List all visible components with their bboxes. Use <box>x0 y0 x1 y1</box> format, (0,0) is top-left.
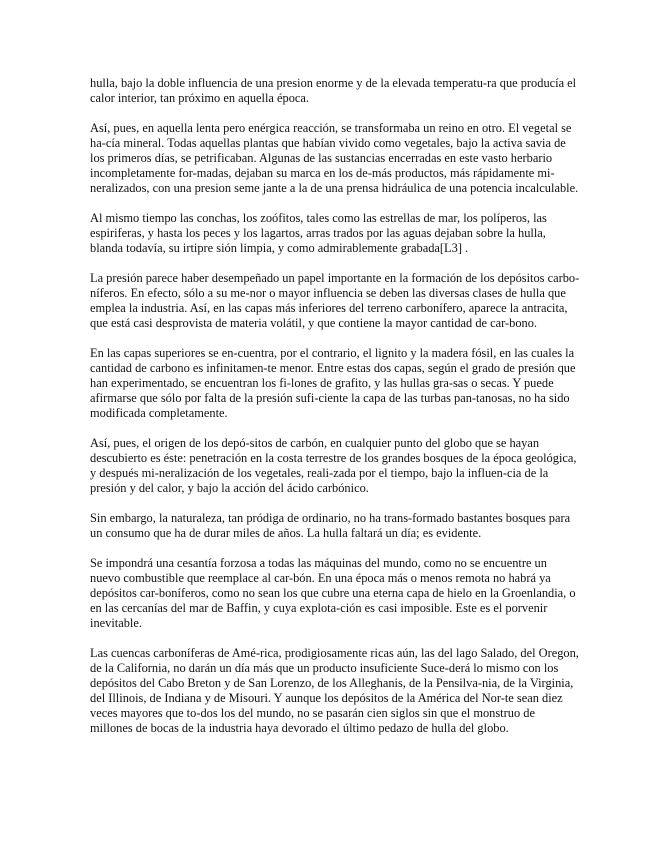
paragraph-2: Así, pues, en aquella lenta pero enérgica reacción, se transformaba un reino en otro. El vegetal se ha-cía mineral. Todas aquellas plantas que habían vivido como vegetales, bajo la activa savia de los primeros días, se petrificaban. Algunas de las sustancias encerradas en este vasto herbario incompletamente for-madas, dejaban su marca en los de-más productos, más rápidamente mi-neralizados, con una presion seme jante a la de una prensa hidráulica de una potencia incalculable. <box>90 121 579 195</box>
paragraph-9: Las cuencas carboníferas de Amé-rica, prodigiosamente ricas aún, las del lago Salado, del Oregon, de la California, no darán un día más que un producto insuficiente Suce-derá lo mismo con los depósitos del Cabo Breton y de San Lorenzo, de los Alleghanis, de la Pensilva-nia, de la Virginia, del Illinois, de Indiana y de Misouri. Y aunque los depósitos de la América del Nor-te sean diez veces mayores que to-dos los del mundo, no se pasarán cien siglos sin que el monstruo de millones de bocas de la industria haya devorado el último pedazo de hulla del globo. <box>90 646 579 735</box>
paragraph-8: Se impondrá una cesantía forzosa a todas las máquinas del mundo, como no se encuentre un nuevo combustible que reemplace al car-bón. En una época más o menos remota no habrá ya depósitos car-boníferos, como no sean los que cubre una eterna capa de hielo en la Groenlandia, o en las cercanías del mar de Baffin, y cuya explota-ción es casi imposible. Este es el porvenir inevitable. <box>90 556 576 630</box>
paragraph-7: Sin embargo, la naturaleza, tan pródiga de ordinario, no ha trans-formado bastantes bosques para un consumo que ha de durar miles de años. La hulla faltará un día; es evidente. <box>90 511 571 540</box>
paragraph-3: Al mismo tiempo las conchas, los zoófitos, tales como las estrellas de mar, los políperos, las espiriferas, y hasta los peces y los lagartos, arras trados por las aguas dejaban sobre la hulla, blanda todavía, su irtipre sión limpia, y como admirablemente grabada[L3] . <box>90 211 547 255</box>
paragraph-4: La presión parece haber desempeñado un papel importante en la formación de los depósitos carbo-níferos. En efecto, sólo a su me-nor o mayor influencia se deben las diversas clases de hulla que emplea la industria. Así, en las capas más inferiores del terreno carbonífero, aparece la antracita, que está casi desprovista de materia volátil, y que contiene la mayor cantidad de car-bono. <box>90 271 580 330</box>
paragraph-5: En las capas superiores se en-cuentra, por el contrario, el lignito y la madera fósil, en las cuales la cantidad de carbono es infinitamen-te menor. Entre estas dos capas, según el grado de presión que han experimentado, se encuentran los fi-lones de grafito, y las hullas gra-sas o secas. Y puede afirmarse que sólo por falta de la presión sufi-ciente la capa de las turbas pan-tanosas, no ha sido modificada completamente. <box>90 346 576 420</box>
paragraph-6: Así, pues, el origen de los depó-sitos de carbón, en cualquier punto del globo que se hayan descubierto es éste: penetración en la costa terrestre de los grandes bosques de la época geológica, y después mi-neralización de los vegetales, reali-zada por el tiempo, bajo la influen-cia de la presión y del calor, y bajo la acción del ácido carbónico. <box>90 436 577 495</box>
paragraph-1: hulla, bajo la doble influencia de una presion enorme y de la elevada temperatu-ra que producía el calor interior, tan próximo en aquella época. <box>90 76 577 105</box>
document-body <box>90 76 580 751</box>
